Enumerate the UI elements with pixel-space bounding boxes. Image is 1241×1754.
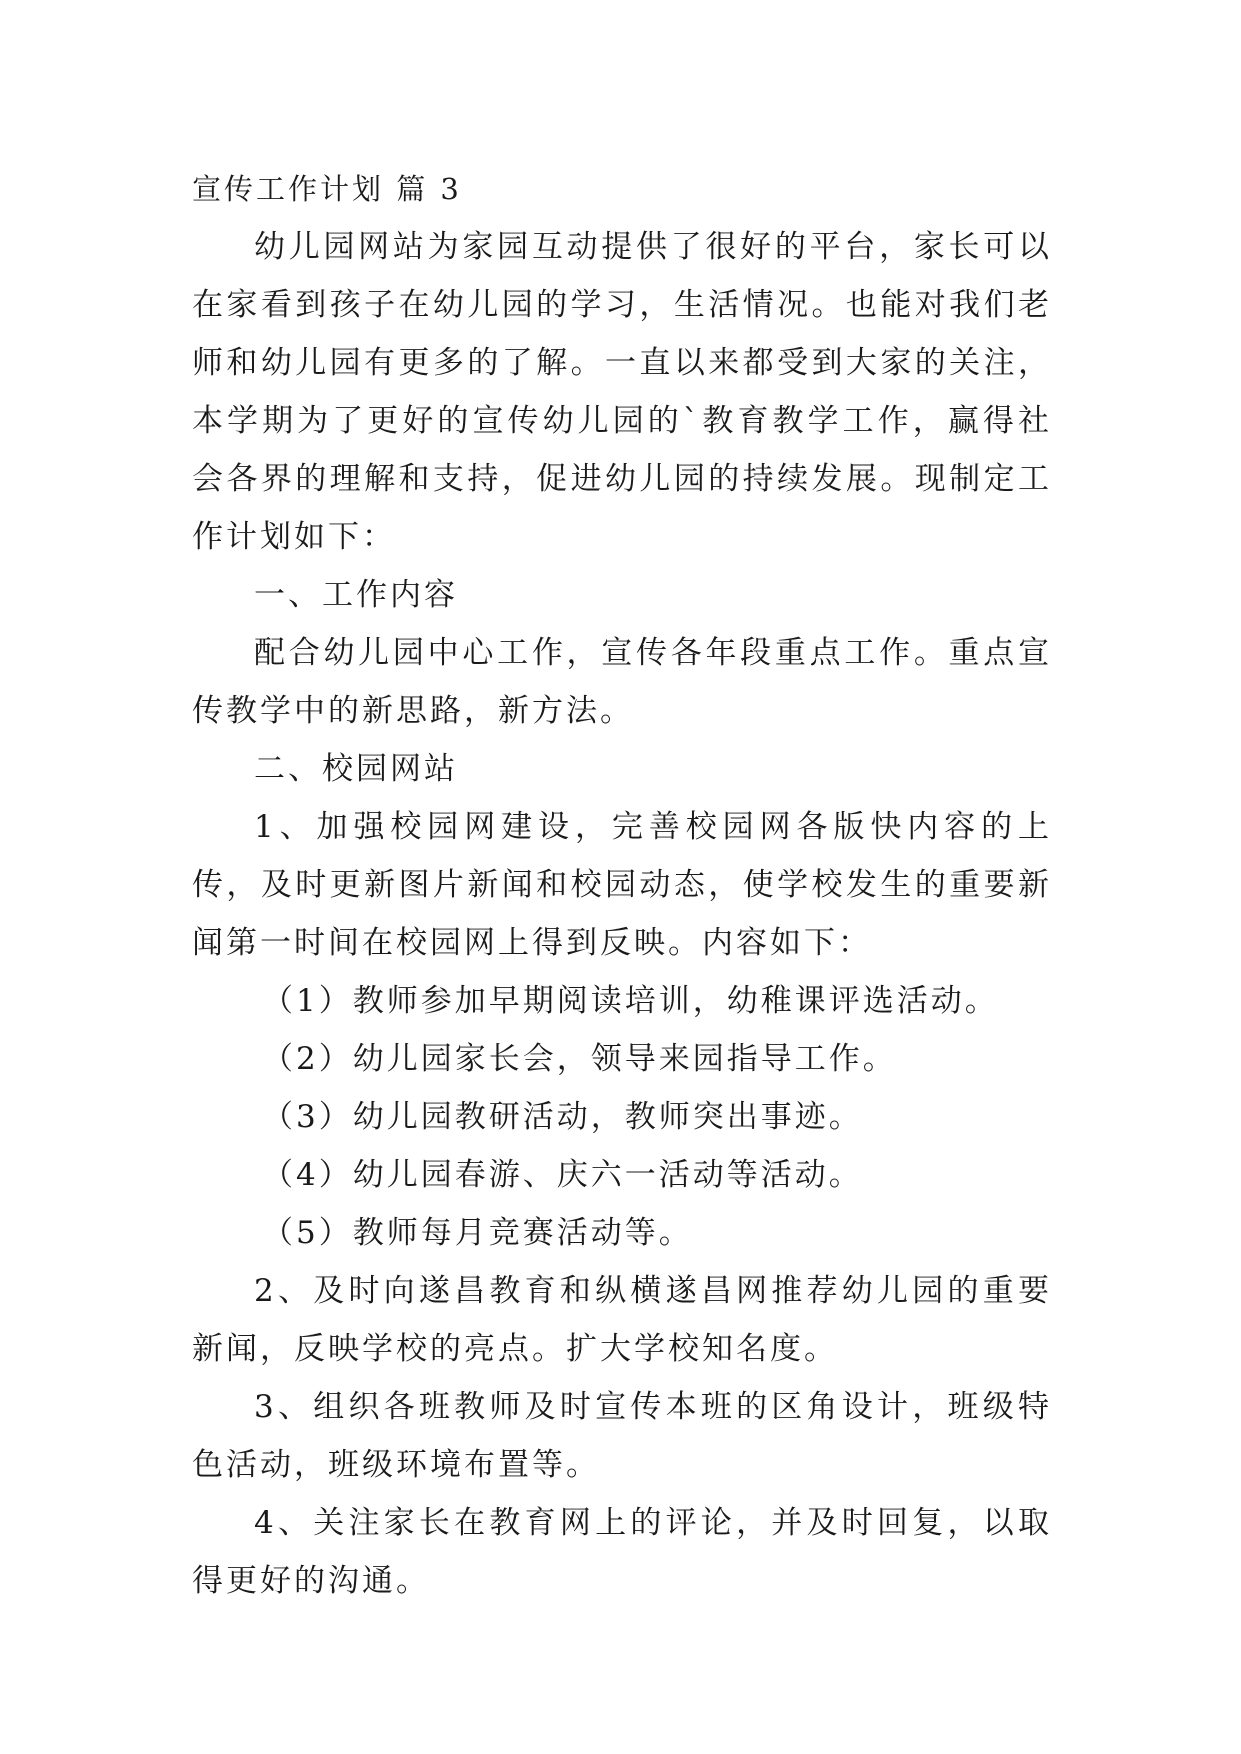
intro-paragraph: 幼儿园网站为家园互动提供了很好的平台，家长可以在家看到孩子在幼儿园的学习，生活情况。也能对我们老师和幼儿园有更多的了解。一直以来都受到大家的关注，本学期为了更好的宣传幼儿园的`教育教学工作，赢得社会各界的理解和支持，促进幼儿园的持续发展。现制定工作计划如下： [192,229,1052,555]
document-body [192,160,1052,1610]
subitem-5: （5）教师每月竞赛活动等。 [262,1215,693,1251]
section-work-content-text: 配合幼儿园中心工作，宣传各年段重点工作。重点宣传教学中的新思路，新方法。 [192,635,1052,729]
point-2-paragraph: 2、及时向遂昌教育和纵横遂昌网推荐幼儿园的重要新闻，反映学校的亮点。扩大学校知名度。 [192,1273,1052,1367]
document-title: 宣传工作计划 篇 3 [192,172,462,206]
point-4-paragraph: 4、关注家长在教育网上的评论，并及时回复，以取得更好的沟通。 [192,1505,1052,1599]
subitem-3: （3）幼儿园教研活动，教师突出事迹。 [262,1099,863,1135]
subitem-4: （4）幼儿园春游、庆六一活动等活动。 [262,1157,863,1193]
section-heading-campus-website: 二、校园网站 [254,751,458,787]
point-3-paragraph: 3、组织各班教师及时宣传本班的区角设计，班级特色活动，班级环境布置等。 [192,1389,1052,1483]
point-1-paragraph: 1、加强校园网建设，完善校园网各版快内容的上传，及时更新图片新闻和校园动态，使学校发生的重要新闻第一时间在校园网上得到反映。内容如下： [192,809,1052,961]
subitem-1: （1）教师参加早期阅读培训，幼稚课评选活动。 [262,983,999,1019]
subitem-2: （2）幼儿园家长会，领导来园指导工作。 [262,1041,897,1077]
section-heading-work-content: 一、工作内容 [254,577,458,613]
